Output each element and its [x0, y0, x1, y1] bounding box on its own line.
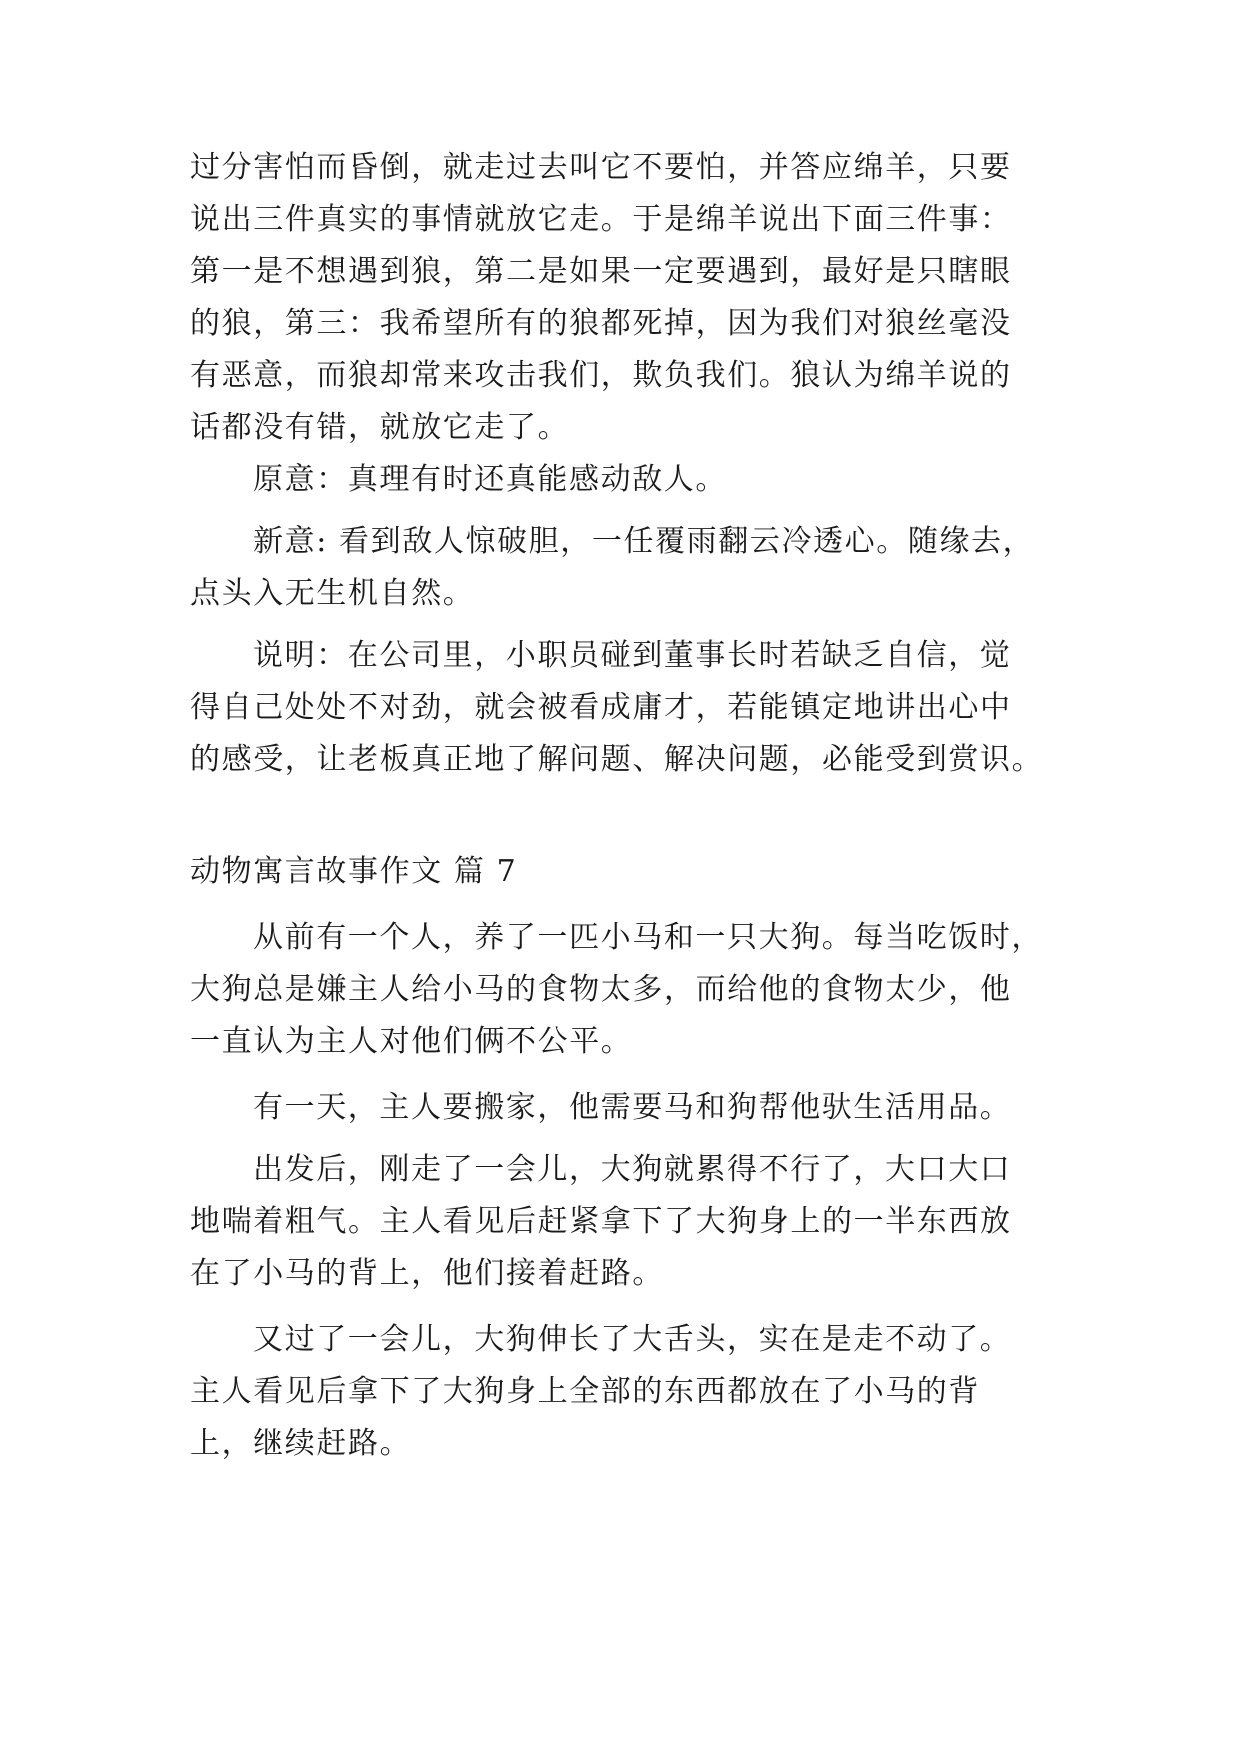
paragraph-line: 主人看见后拿下了大狗身上全部的东西都放在了小马的背 — [190, 1374, 980, 1409]
paragraph-line: 又过了一会儿，大狗伸长了大舌头，实在是走不动了。 — [253, 1322, 1012, 1357]
section-heading: 动物寓言故事作文 篇 7 — [190, 854, 518, 889]
paragraph-line: 从前有一个人，养了一匹小马和一只大狗。每当吃饭时， — [253, 920, 1043, 955]
paragraph-line: 第一是不想遇到狼，第二是如果一定要遇到，最好是只瞎眼 — [190, 254, 1012, 289]
paragraph-line: 的感受，让老板真正地了解问题、解决问题，必能受到赏识。 — [190, 742, 1044, 777]
paragraph-line: 点头入无生机自然。 — [190, 576, 475, 611]
paragraph-line: 一直认为主人对他们俩不公平。 — [190, 1024, 633, 1059]
paragraph-line: 上，继续赶路。 — [190, 1426, 412, 1461]
paragraph-line: 说明：在公司里，小职员碰到董事长时若缺乏自信，觉 — [253, 638, 1012, 673]
paragraph-line: 过分害怕而昏倒，就走过去叫它不要怕，并答应绵羊，只要 — [190, 150, 1012, 185]
paragraph-line: 有一天，主人要搬家，他需要马和狗帮他驮生活用品。 — [253, 1090, 1012, 1125]
paragraph-line: 的狼，第三：我希望所有的狼都死掉，因为我们对狼丝毫没 — [190, 306, 1012, 341]
paragraph-line: 原意：真理有时还真能感动敌人。 — [253, 462, 727, 497]
paragraph-line: 说出三件真实的事情就放它走。于是绵羊说出下面三件事： — [190, 202, 1012, 237]
paragraph-line: 大狗总是嫌主人给小马的食物太多，而给他的食物太少，他 — [190, 972, 1012, 1007]
paragraph-line: 地喘着粗气。主人看见后赶紧拿下了大狗身上的一半东西放 — [190, 1204, 1012, 1239]
paragraph-line: 新意: 看到敌人惊破胆，一任覆雨翻云冷透心。随缘去， — [253, 524, 1035, 559]
paragraph-line: 有恶意，而狼却常来攻击我们，欺负我们。狼认为绵羊说的 — [190, 358, 1012, 393]
paragraph-line: 出发后，刚走了一会儿，大狗就累得不行了，大口大口 — [253, 1152, 1012, 1187]
paragraph-line: 话都没有错，就放它走了。 — [190, 410, 570, 445]
paragraph-line: 得自己处处不对劲，就会被看成庸才，若能镇定地讲出心中 — [190, 690, 1012, 725]
paragraph-line: 在了小马的背上，他们接着赶路。 — [190, 1256, 664, 1291]
